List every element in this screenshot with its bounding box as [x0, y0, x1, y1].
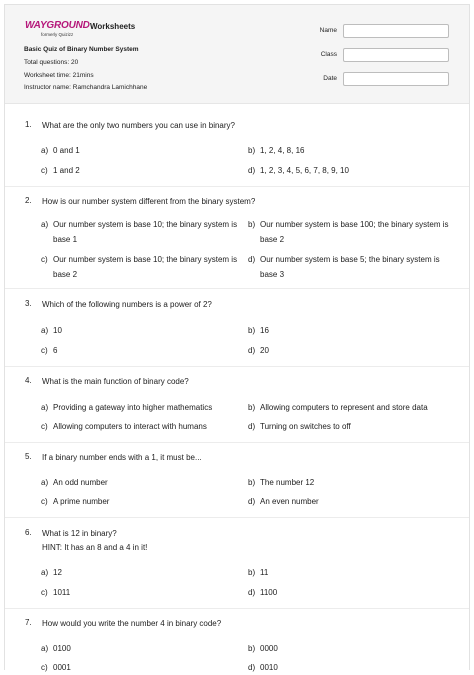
question-text: How is our number system different from the binary system? — [42, 197, 256, 206]
question-number: 6. — [25, 528, 32, 537]
name-field[interactable] — [343, 24, 449, 38]
name-label: Name — [319, 27, 337, 34]
question-text: What is 12 in binary? — [42, 529, 117, 538]
divider — [5, 608, 469, 609]
worksheet-header — [5, 5, 469, 104]
question-hint: HINT: It has an 8 and a 4 in it! — [42, 543, 148, 552]
class-field[interactable] — [343, 48, 449, 62]
brand-logo — [25, 21, 90, 37]
divider — [5, 442, 469, 443]
question-number: 7. — [25, 618, 32, 627]
date-field[interactable] — [343, 72, 449, 86]
instructor-name: Instructor name: Ramchandra Lamichhane — [24, 84, 148, 91]
logo-subtitle: formerly Quizizz — [41, 32, 74, 37]
worksheet-title: Basic Quiz of Binary Number System — [24, 46, 139, 53]
worksheet-page: WAYGROUND formerly Quizizz Worksheets Basic Quiz of Binary Number System Total questions: 20 Worksheet time: 21mins Instructor name: Ramchandra Lamichhane Name Class Date 1. What are the only two numbers you can use in binary? a) 0 and 1 b) 1, 2, 4, 8, 16 c) 1 and 2 d) 1, 2, 3, 4, 5, 6, 7, 8, 9, 10 2. How is our number system different from the binary system? a) Our number system is base 10; the binary system is base 1 b) Our number system is base 100; the binary system is base 2 c) Our number system is base 10; the binary system is base 2 d) Our number system is base 5; the binary system is base 3 3. Which of the following numbers is a power of 2? a) 10 b) 16 c) 6 d) 20 4. What is the main function of binary code? a) Providing a gateway into higher mathematics b) Allowing computers to represent and store data c) Allowing computers to interact with humans d) Turning on switches to off 5. If a binary number ends with a 1, it must be... a) An odd number b) The number 12 c) A prime number d) An even number 6. What is 12 in binary? HINT: It has an 8 and a 4 in it! a) 12 b) 11 c) 1011 d) 1100 7. How would you write the number 4 in binary code? a) 0100 b) 0000 c) 0001 d) 0010 — [4, 4, 470, 670]
question-text: Which of the following numbers is a power of 2? — [42, 300, 212, 309]
question-number: 5. — [25, 452, 32, 461]
question-number: 2. — [25, 196, 32, 205]
question-number: 4. — [25, 376, 32, 385]
divider — [5, 517, 469, 518]
date-label: Date — [323, 75, 337, 82]
question-number: 1. — [25, 120, 32, 129]
divider — [5, 288, 469, 289]
question-text: If a binary number ends with a 1, it must be... — [42, 453, 202, 462]
question-number: 3. — [25, 299, 32, 308]
question-text: What are the only two numbers you can use in binary? — [42, 121, 235, 130]
worksheet-time: Worksheet time: 21mins — [24, 72, 94, 79]
divider — [5, 366, 469, 367]
divider — [5, 186, 469, 187]
class-label: Class — [320, 51, 337, 58]
logo-wordmark: WAYGROUND — [25, 20, 90, 31]
question-text: What is the main function of binary code? — [42, 377, 189, 386]
question-text: How would you write the number 4 in binary code? — [42, 619, 222, 628]
section-title: Worksheets — [90, 22, 136, 31]
total-questions: Total questions: 20 — [24, 59, 79, 66]
